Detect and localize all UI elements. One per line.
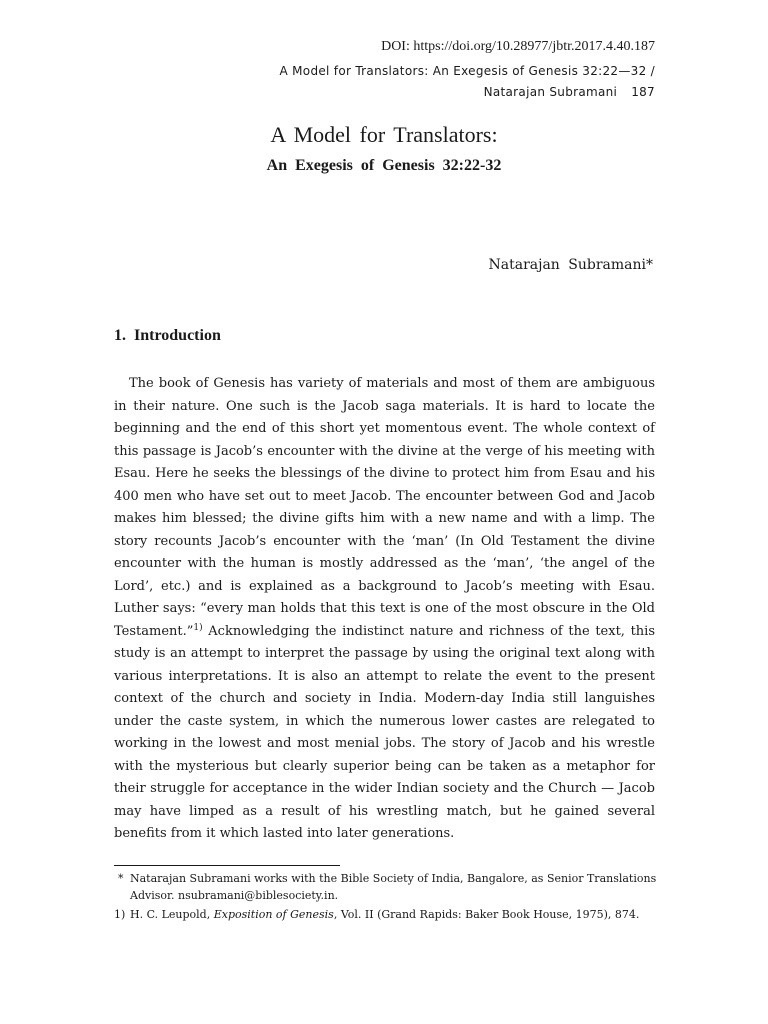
footnote-text xyxy=(130,907,659,924)
body-text-part-1: The book of Genesis has variety of materials and most of them are ambiguous in their nature. One such is the Jacob saga materials. It is hard to locate the beginning and the end of this short yet momentous event. The whole context of this passage is Jacob’s encounter with the divine at the verge of his meeting with Esau. Here he seeks the blessings of the divine to protect him from Esau and his 400 men who have set out to meet Jacob. The encounter between God and Jacob makes him blessed; the divine gifts him with a new name and with a limp. The story recounts Jacob’s encounter with the ‘man’ (In Old Testament the divine encounter with the human is mostly addressed as the ‘man’, ‘the angel of the Lord’, etc.) and is explained as a background to Jacob’s meeting with Esau. Luther says: “every man holds that this text is one of the most obscure in the Old Testament.” xyxy=(114,376,655,639)
running-author-line xyxy=(135,82,655,103)
article-title: A Model for Translators: xyxy=(270,122,498,147)
page-number: 187 xyxy=(631,85,655,99)
section-title: Introduction xyxy=(134,327,221,344)
footnote-mark: 1) xyxy=(114,908,126,921)
footnote-author xyxy=(114,871,659,904)
doi-line: DOI: https://doi.org/10.28977/jbtr.2017.4.40.187 xyxy=(381,39,655,54)
footnote-reference-1[interactable]: 1) xyxy=(193,622,203,633)
intro-paragraph xyxy=(114,373,655,846)
footnote-text: Natarajan Subramani works with the Bible Society of India, Bangalore, as Senior Translations Advisor. nsubramani@biblesociety.in. xyxy=(130,872,657,902)
article-author: Natarajan Subramani* xyxy=(488,257,653,273)
footnote-citation-details: , Vol. II (Grand Rapids: Baker Book House, 1975), 874. xyxy=(333,908,640,921)
footnote-1 xyxy=(114,907,659,924)
footnote-book-title: Exposition of Genesis xyxy=(213,908,334,921)
body-text-part-2: Acknowledging the indistinct nature and richness of the text, this study is an attempt to interpret the passage by using the original text along with various interpretations. It is also an attempt to relate the event to the present context of the church and society in India. Modern-day India still languishes under the caste system, in which the numerous lower castes are relegated to working in the lowest and most menial jobs. The story of Jacob and his wrestle with the mysterious but clearly superior being can be taken as a metaphor for their struggle for acceptance in the wider Indian society and the Church — Jacob may have limped as a result of his wrestling match, but he gained several benefits from it which lasted into later generations. xyxy=(114,623,655,841)
section-heading xyxy=(114,327,221,345)
footnote-divider xyxy=(114,865,340,866)
footnotes xyxy=(114,871,659,924)
running-head xyxy=(135,61,655,103)
running-title: A Model for Translators: An Exegesis of Genesis 32:22—32 / xyxy=(279,64,655,78)
footnote-citation-author: H. C. Leupold, xyxy=(130,908,214,921)
footnote-mark: * xyxy=(118,872,124,885)
section-number: 1. xyxy=(114,327,126,344)
article-subtitle: An Exegesis of Genesis 32:22-32 xyxy=(266,157,502,174)
running-author: Natarajan Subramani xyxy=(483,85,618,99)
